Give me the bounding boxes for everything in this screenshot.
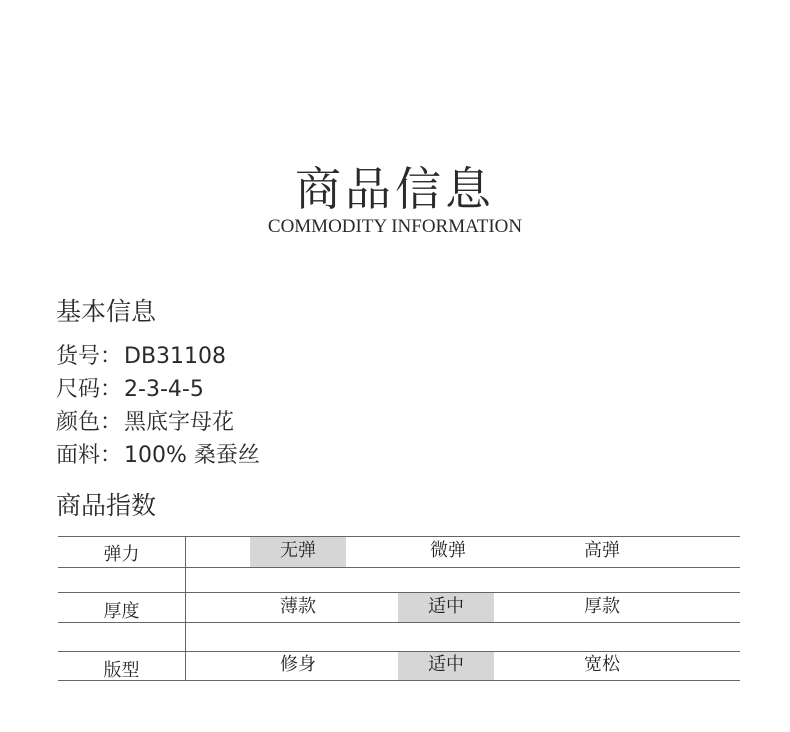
row-label-thickness: 厚度 bbox=[103, 601, 140, 622]
option-elasticity-1: 微弹 bbox=[430, 540, 466, 561]
info-value: 2-3-4-5 bbox=[124, 377, 204, 402]
table-rule bbox=[58, 567, 740, 568]
info-line-size bbox=[56, 372, 204, 403]
option-thickness-0: 薄款 bbox=[280, 596, 316, 617]
info-line-color bbox=[56, 405, 234, 436]
info-line-item-no bbox=[56, 339, 226, 370]
info-label: 颜色： bbox=[56, 410, 123, 435]
option-elasticity-2: 高弹 bbox=[584, 540, 620, 561]
info-value: 黑底字母花 bbox=[124, 410, 235, 435]
row-label-fit: 版型 bbox=[103, 660, 140, 681]
index-heading: 商品指数 bbox=[56, 491, 157, 520]
option-thickness-2: 厚款 bbox=[584, 596, 620, 617]
index-table bbox=[58, 536, 740, 682]
info-value: 100% 桑蚕丝 bbox=[124, 443, 260, 468]
option-elasticity-0: 无弹 bbox=[250, 537, 346, 567]
info-label: 货号： bbox=[56, 344, 123, 369]
option-fit-2: 宽松 bbox=[584, 654, 620, 675]
info-value: DB31108 bbox=[124, 344, 227, 369]
option-fit-1: 适中 bbox=[398, 652, 494, 680]
row-label-elasticity: 弹力 bbox=[103, 544, 140, 565]
page-title-en: COMMODITY INFORMATION bbox=[267, 216, 523, 237]
info-line-fabric bbox=[56, 438, 260, 469]
option-thickness-1: 适中 bbox=[398, 593, 494, 622]
info-label: 面料： bbox=[56, 443, 123, 468]
basic-info-heading: 基本信息 bbox=[56, 297, 157, 326]
option-fit-0: 修身 bbox=[280, 654, 316, 675]
info-label: 尺码： bbox=[56, 377, 123, 402]
table-column-divider bbox=[185, 536, 186, 681]
page-title-cn: 商品信息 bbox=[295, 162, 495, 216]
